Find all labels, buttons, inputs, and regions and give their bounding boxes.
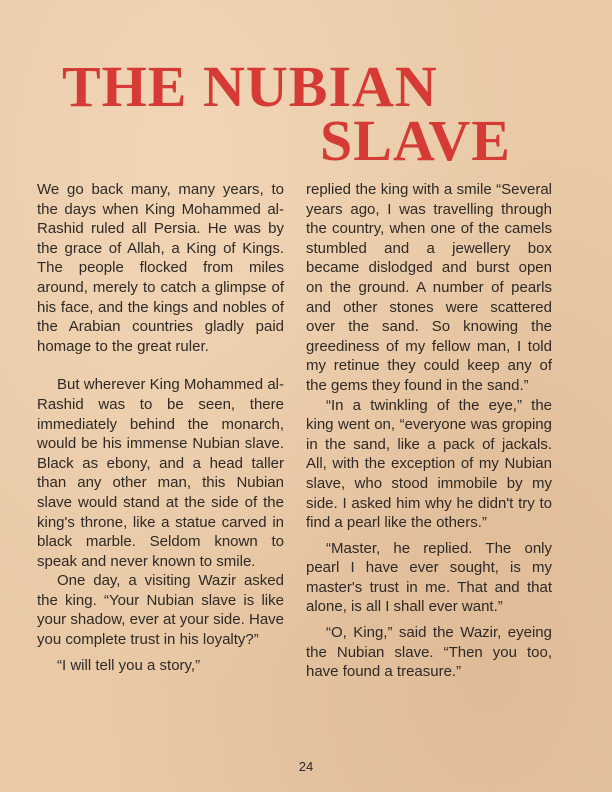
page-number: 24 <box>298 759 314 774</box>
paragraph: “Master, he replied. The only pearl I have ever sought, is my master's trust in me. That and that alone, is all I shall ever want.” <box>306 539 552 616</box>
story-title-line-2: SLAVE <box>320 108 511 173</box>
paragraph: One day, a visiting Wazir asked the king. “Your Nubian slave is like your shadow, ever at your side. Have you complete trust in his loyalty?” <box>37 572 284 649</box>
left-text-column <box>37 180 284 675</box>
paragraph: “I will tell you a story,” <box>57 656 201 674</box>
paragraph: But wherever King Mohammed al-Rashid was to be seen, there immediately behind the monarch, would be his immense Nubian slave. Black as ebony, and a head taller than any other man, this Nubian slave would stand at the side of the king's throne, like a statue carved in black marble. Seldom known to speak and never known to smile. <box>37 376 284 570</box>
paragraph: “In a twinkling of the eye,” the king went on, “everyone was groping in the sand, like a pack of jackals. All, with the exception of my Nubian slave, who stood immobile by my side. I asked him why he didn't try to find a pearl like the others.” <box>306 396 552 532</box>
paragraph: We go back many, many years, to the days when King Mohammed al-Rashid ruled all Persia. He was by the grace of Allah, a King of Kings. The people flocked from miles around, merely to catch a glimpse of his face, and the kings and nobles of the Arabian countries gladly paid homage to the great ruler. <box>37 181 284 355</box>
paragraph: replied the king with a smile “Several years ago, I was travelling through the country, when one of the camels stumbled and a jewellery box became dislodged and burst open on the ground. A number of pearls and other stones were scattered over the sand. So knowing the greediness of my fellow man, I told my retinue they could keep any of the gems they found in the sand.” <box>306 181 552 394</box>
story-title-line-1: THE NUBIAN <box>62 54 438 119</box>
paragraph: “O, King,” said the Wazir, eyeing the Nubian slave. “Then you too, have found a treasure.” <box>306 624 552 681</box>
right-text-column <box>306 180 552 682</box>
